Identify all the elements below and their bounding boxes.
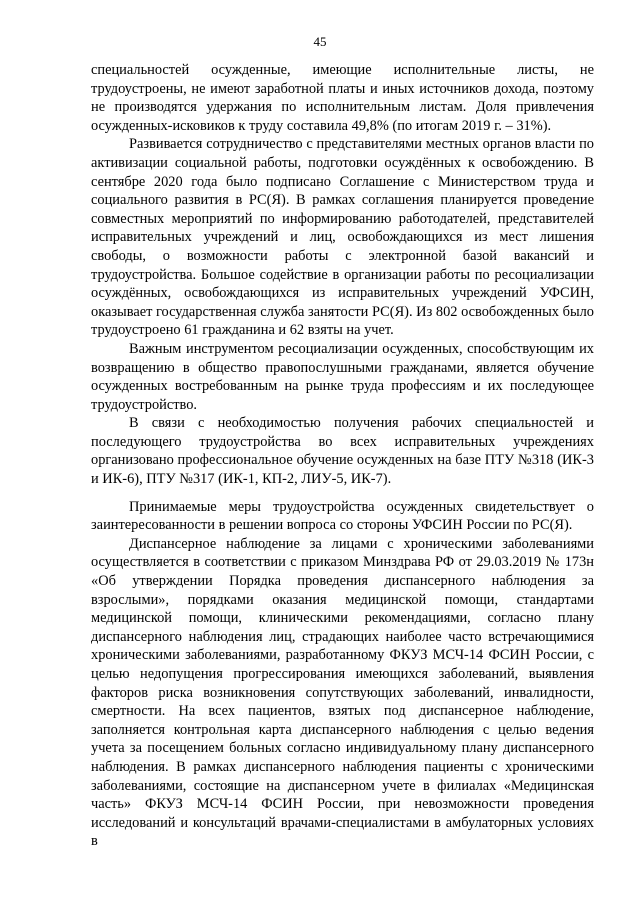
- paragraph-dispensary-observation: Диспансерное наблюдение за лицами с хроническими заболеваниями осуществляется в соответствии с приказом Минздрава РФ от 29.03.2019 № 173н «Об утверждении Порядка проведения диспансерного наблюдения за взрослыми», порядками оказания медицинской помощи, стандартами медицинской помощи, клиническими рекомендациями, согласно плану диспансерного наблюдения лиц, страдающих наиболее часто встречающимися хроническими заболеваниями, разработанному ФКУЗ МСЧ-14 ФСИН России, с целью недопущения прогрессирования имеющихся заболеваний, выявления факторов риска возникновения сопутствующих заболеваний, инвалидности, смертности. На всех пациентов, взятых под диспансерное наблюдение, заполняется контрольная карта диспансерного наблюдения с целью ведения учета за посещением больных согласно индивидуальному плану диспансерного наблюдения. В рамках диспансерного наблюдения пациенты с хроническими заболеваниями, состоящие на диспансерном учете в филиалах «Медицинская часть» ФКУЗ МСЧ-14 ФСИН России, при невозможности проведения исследований и консультаций врачами-специалистами в амбулаторных условиях в: [91, 535, 594, 850]
- page-number: 45: [313, 34, 327, 49]
- body-text: [91, 61, 594, 851]
- paragraph-local-authorities-cooperation: Развивается сотрудничество с представителями местных органов власти по активизации социальной работы, подготовки осуждённых к освобождению. В сентябре 2020 года было подписано Соглашение с Министерством труда и социального развития в РС(Я). В рамках соглашения планируется проведение совместных мероприятий по информированию работодателей, представителей исправительных учреждений и лиц, освобождающихся из мест лишения свободы, о возможности работы с электронной базой вакансий и трудоустройства. Большое содействие в организации работы по ресоциализации осуждённых, освобождающихся из исправительных учреждений УФСИН, оказывает государственная служба занятости РС(Я). Из 802 освобожденных было трудоустроено 61 гражданина и 62 взяты на учет.: [91, 136, 594, 339]
- paragraph-inmate-debtors: специальностей осужденные, имеющие исполнительные листы, не трудоустроены, не имеют заработной платы и иных источников дохода, поэтому не производятся удержания по исполнительным листам. Доля привлечения осужденных-исковиков к труду составила 49,8% (по итогам 2019 г. – 31%).: [91, 62, 594, 134]
- paragraph-employment-measures: Принимаемые меры трудоустройства осужденных свидетельствует о заинтересованности в решении вопроса со стороны УФСИН России по РС(Я).: [91, 498, 594, 534]
- paragraph-resocialization-tool: Важным инструментом ресоциализации осужденных, способствующим их возвращению в общество правопослушными гражданами, является обучение осужденных востребованным на рынке труда профессиям и их последующее трудоустройство.: [91, 340, 594, 413]
- paragraph-vocational-training: В связи с необходимостью получения рабочих специальностей и последующего трудоустройства во всех исправительных учреждениях организовано профессиональное обучение осужденных на базе ПТУ №318 (ИК-3 и ИК-6), ПТУ №317 (ИК-1, КП-2, ЛИУ-5, ИК-7).: [91, 415, 594, 488]
